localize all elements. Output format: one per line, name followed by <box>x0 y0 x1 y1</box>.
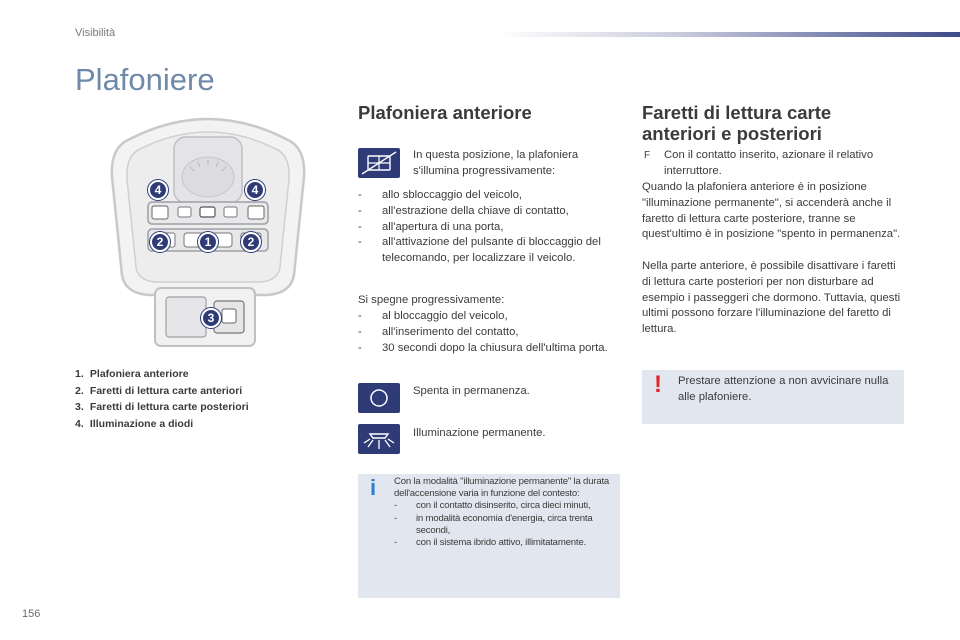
list-item: - all'apertura di una porta, <box>358 220 504 233</box>
list-item: - allo sbloccaggio del veicolo, <box>358 189 523 201</box>
progressive-list <box>358 188 620 267</box>
legend <box>75 366 249 432</box>
fade-intro: Si spegne progressivamente: <box>358 294 505 306</box>
header-gradient-bar <box>495 32 960 37</box>
instruction <box>642 148 904 180</box>
warning-mark-icon: ! <box>654 371 662 398</box>
list-item: - al bloccaggio del veicolo, <box>358 310 508 322</box>
list-item: - all'inserimento del contatto, <box>358 325 519 338</box>
info-text <box>394 476 616 549</box>
legend-item: 2. Faretti di lettura carte anteriori <box>75 384 243 397</box>
off-mode-icon <box>358 383 400 413</box>
callout-marker-2: 2 <box>150 232 170 252</box>
callout-marker-1: 1 <box>198 232 218 252</box>
page-title: Plafoniere <box>75 62 215 97</box>
fade-list <box>358 309 620 356</box>
section-heading-plafoniera: Plafoniera anteriore <box>358 102 532 123</box>
list-item: - con il sistema ibrido attivo, illimitatamente. <box>394 537 586 549</box>
legend-item: 4. Illuminazione a diodi <box>75 417 194 430</box>
callout-marker-4: 4 <box>245 180 265 200</box>
off-mode-text: Spenta in permanenza. <box>413 385 530 397</box>
roof-console-illustration <box>108 107 308 302</box>
callout-marker-2: 2 <box>241 232 261 252</box>
legend-item: 1. Plafoniera anteriore <box>75 368 189 380</box>
instruction-text: Con il contatto inserito, azionare il relativo interruttore. <box>664 149 874 177</box>
callout-marker-3: 3 <box>201 308 221 328</box>
heading-line: Faretti di lettura carte <box>642 102 832 123</box>
callout-marker-4: 4 <box>148 180 168 200</box>
instruction-symbol: F <box>644 150 651 161</box>
permanent-mode-text: Illuminazione permanente. <box>413 427 546 439</box>
list-item: - all'estrazione della chiave di contatto, <box>358 204 569 217</box>
section-label: Visibilità <box>75 27 116 39</box>
info-mark-icon: i <box>369 475 377 500</box>
list-item: - con il contatto disinserito, circa dieci minuti, <box>394 500 591 512</box>
info-intro: Con la modalità "illuminazione permanente" la durata dell'accensione varia in funzione del contesto: <box>394 476 610 500</box>
list-item: - 30 secondi dopo la chiusura dell'ultima porta. <box>358 341 608 354</box>
list-item: - in modalità economia d'energia, circa trenta secondi, <box>394 512 593 536</box>
section-heading-faretti <box>642 102 831 144</box>
progressive-mode-icon <box>358 148 400 178</box>
progressive-mode-text: In questa posizione, la plafoniera s'illumina progressivamente: <box>413 149 579 177</box>
faretti-paragraph-1: Quando la plafoniera anteriore è in posizione "illuminazione permanente", si accenderà anche il faretto di lettura carte posteriore, tranne se quest'ultimo è in posizione "spento in permanenza". <box>642 181 901 241</box>
faretti-paragraph-2: Nella parte anteriore, è possibile disattivare i faretti di lettura carte posteriori per non disturbare ad esempio i passeggeri che dormono. Tuttavia, questi ultimi possono forzare l'illuminazione del faretto di lettura. <box>642 260 901 336</box>
warning-text: Prestare attenzione a non avvicinare nulla alle plafoniere. <box>678 375 889 403</box>
permanent-mode-icon <box>358 424 400 454</box>
list-item: - all'attivazione del pulsante di bloccaggio del telecomando, per localizzare il veicolo. <box>358 236 601 265</box>
page-number: 156 <box>22 608 41 620</box>
heading-line: anteriori e posteriori <box>642 123 822 144</box>
legend-item: 3. Faretti di lettura carte posteriori <box>75 401 249 413</box>
